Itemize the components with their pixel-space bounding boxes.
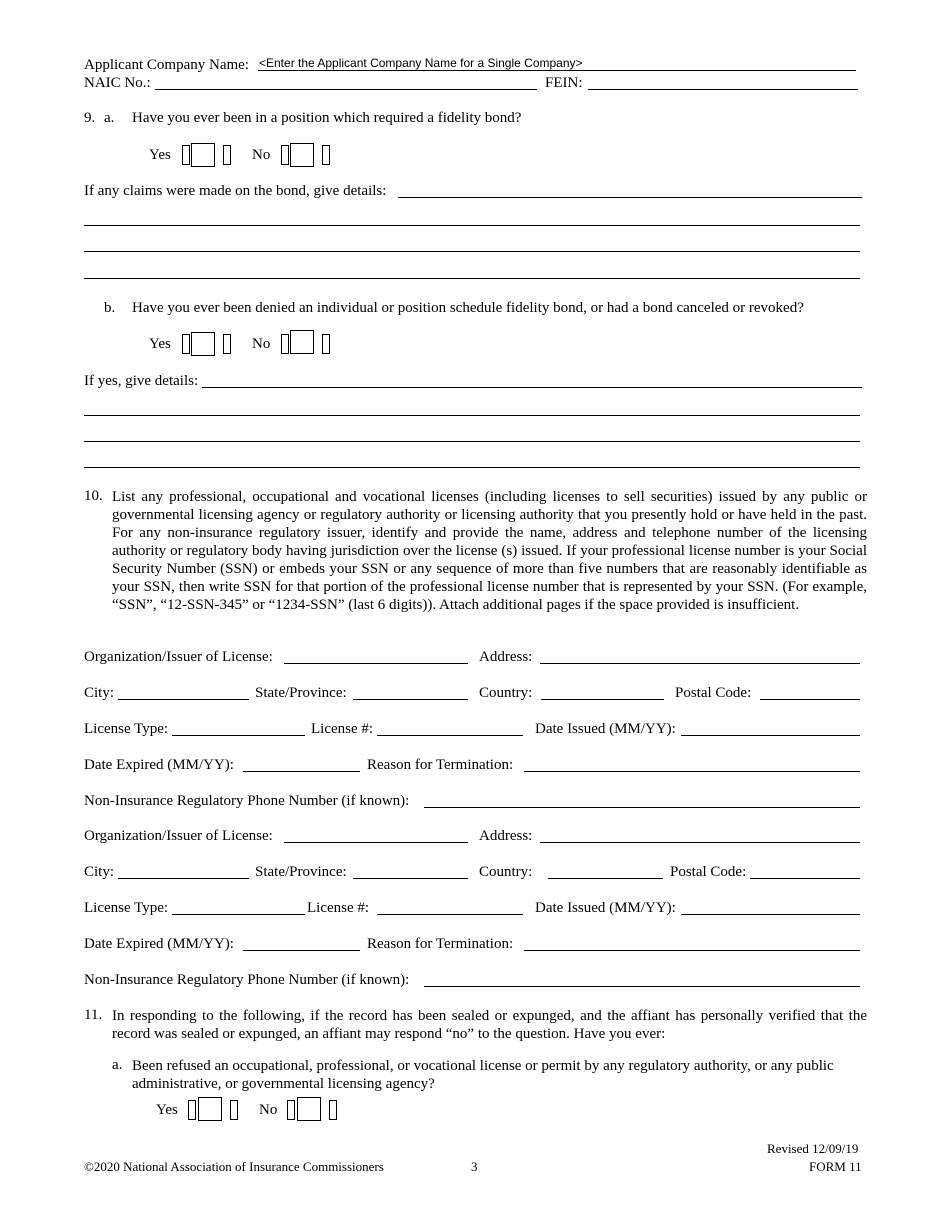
state-label: State/Province: — [255, 685, 347, 701]
q9a-details-field[interactable] — [398, 197, 862, 198]
q9a-no-checkbox-stub — [322, 145, 330, 165]
q9a-yes-label: Yes — [149, 147, 171, 163]
address-field[interactable] — [540, 842, 860, 843]
naic-label: NAIC No.: — [84, 75, 151, 91]
postal-code-field[interactable] — [750, 878, 860, 879]
date-issued-label: Date Issued (MM/YY): — [535, 721, 676, 737]
q9b-yes-checkbox[interactable] — [191, 332, 215, 356]
date-issued-field[interactable] — [681, 914, 860, 915]
q9b-letter: b. — [104, 300, 116, 316]
q9a-details-line[interactable] — [84, 278, 860, 279]
q9b-no-checkbox[interactable] — [290, 330, 314, 354]
city-label: City: — [84, 685, 115, 701]
termination-reason-label: Reason for Termination: — [367, 936, 514, 952]
q11a-letter: a. — [112, 1057, 123, 1073]
date-expired-label: Date Expired (MM/YY): — [84, 757, 234, 773]
page-number: 3 — [471, 1159, 478, 1174]
q9b-question: Have you ever been denied an individual or position schedule fidelity bond, or had a bond canceled or revoked? — [132, 300, 804, 316]
state-label: State/Province: — [255, 864, 347, 880]
regulatory-phone-field[interactable] — [424, 807, 860, 808]
q9a-yes-checkbox[interactable] — [191, 143, 215, 167]
q9b-no-checkbox-stub — [322, 334, 330, 354]
q9b-yes-checkbox-stub — [223, 334, 231, 354]
org-issuer-field[interactable] — [284, 842, 468, 843]
q9a-details-label: If any claims were made on the bond, give details: — [84, 183, 387, 199]
regulatory-phone-field[interactable] — [424, 986, 860, 987]
q11a-no-checkbox[interactable] — [297, 1097, 321, 1121]
q9a-letter: a. — [104, 110, 115, 126]
q11-intro: In responding to the following, if the record has been sealed or expunged, and the affiant has personally verified that the record was sealed or expunged, an affiant may respond “no” to the question. Have you ever: — [112, 1008, 867, 1042]
q9b-no-checkbox-stub — [281, 334, 289, 354]
q11a-no-label: No — [259, 1102, 278, 1118]
q11a-no-checkbox-stub — [329, 1100, 337, 1120]
state-field[interactable] — [353, 878, 468, 879]
form-number: FORM 11 — [809, 1159, 862, 1174]
country-field[interactable] — [541, 699, 664, 700]
q9a-no-checkbox-stub — [281, 145, 289, 165]
postal-code-label: Postal Code: — [675, 685, 752, 701]
country-field[interactable] — [548, 878, 663, 879]
q9a-yes-checkbox-stub — [223, 145, 231, 165]
license-type-label: License Type: — [84, 721, 169, 737]
q9b-details-field[interactable] — [202, 387, 862, 388]
q10-number: 10. — [84, 488, 103, 504]
q11a-yes-label: Yes — [156, 1102, 178, 1118]
q9b-yes-label: Yes — [149, 336, 171, 352]
q9b-yes-checkbox-stub — [182, 334, 190, 354]
q11-number: 11. — [84, 1007, 103, 1023]
license-number-field[interactable] — [377, 735, 523, 736]
copyright: ©2020 National Association of Insurance Commissioners — [84, 1159, 384, 1174]
license-number-label: License #: — [311, 721, 374, 737]
q9a-details-line[interactable] — [84, 251, 860, 252]
regulatory-phone-label: Non-Insurance Regulatory Phone Number (if known): — [84, 793, 410, 809]
license-type-field[interactable] — [172, 914, 305, 915]
termination-reason-field[interactable] — [524, 950, 860, 951]
date-issued-field[interactable] — [681, 735, 860, 736]
license-number-field[interactable] — [377, 914, 523, 915]
q10-paragraph: List any professional, occupational and vocational licenses (including licenses to sell securities) issued by any public or governmental licensing agency or regulatory authority or licensing authority that you presently hold or have held in the past. For any non-insurance regulatory issuer, identify and provide the name, address and telephone number of the licensing authority or regulatory body having jurisdiction over the license (s) issued. If your professional license number is your Social Security Number (SSN) or embeds your SSN or any sequence of more than five numbers that are reasonably identifiable as your SSN, then write SSN for that portion of the professional license number that is represented by your SSN. (For example, “SSN”, “12-SSN-345” or “1234-SSN” (last 6 digits)). Attach additional pages if the space provided is insufficient. — [112, 489, 867, 613]
city-label: City: — [84, 864, 115, 880]
date-issued-label: Date Issued (MM/YY): — [535, 900, 676, 916]
country-label: Country: — [479, 685, 533, 701]
q9a-no-checkbox[interactable] — [290, 143, 314, 167]
regulatory-phone-label: Non-Insurance Regulatory Phone Number (if known): — [84, 972, 410, 988]
q11a-yes-checkbox-stub — [230, 1100, 238, 1120]
q11a-yes-checkbox[interactable] — [198, 1097, 222, 1121]
date-expired-label: Date Expired (MM/YY): — [84, 936, 234, 952]
address-field[interactable] — [540, 663, 860, 664]
q11a-yes-checkbox-stub — [188, 1100, 196, 1120]
q9-number: 9. — [84, 110, 96, 126]
postal-code-field[interactable] — [760, 699, 860, 700]
org-issuer-field[interactable] — [284, 663, 468, 664]
org-issuer-label: Organization/Issuer of License: — [84, 828, 273, 844]
termination-reason-label: Reason for Termination: — [367, 757, 514, 773]
q9b-no-label: No — [252, 336, 271, 352]
q9b-details-line[interactable] — [84, 441, 860, 442]
q9a-yes-checkbox-stub — [182, 145, 190, 165]
revised-date: Revised 12/09/19 — [767, 1141, 859, 1156]
applicant-company-input[interactable]: <Enter the Applicant Company Name for a Single Company> — [259, 56, 583, 70]
city-field[interactable] — [118, 878, 249, 879]
q9a-question: Have you ever been in a position which required a fidelity bond? — [132, 110, 522, 126]
q9b-details-label: If yes, give details: — [84, 373, 199, 389]
q9a-no-label: No — [252, 147, 271, 163]
state-field[interactable] — [353, 699, 468, 700]
org-issuer-label: Organization/Issuer of License: — [84, 649, 273, 665]
naic-field[interactable] — [155, 89, 537, 90]
fein-field[interactable] — [588, 89, 858, 90]
address-label: Address: — [479, 828, 533, 844]
date-expired-field[interactable] — [243, 950, 360, 951]
q9a-details-line[interactable] — [84, 225, 860, 226]
q9b-details-line[interactable] — [84, 467, 860, 468]
license-type-label: License Type: — [84, 900, 169, 916]
applicant-company-underline — [258, 70, 856, 71]
license-number-label: License #: — [307, 900, 370, 916]
postal-code-label: Postal Code: — [670, 864, 747, 880]
license-type-field[interactable] — [172, 735, 305, 736]
country-label: Country: — [479, 864, 533, 880]
city-field[interactable] — [118, 699, 249, 700]
address-label: Address: — [479, 649, 533, 665]
q9b-details-line[interactable] — [84, 415, 860, 416]
termination-reason-field[interactable] — [524, 771, 860, 772]
date-expired-field[interactable] — [243, 771, 360, 772]
q11a-question: Been refused an occupational, professional, or vocational license or permit by any regulatory authority, or any public administrative, or governmental licensing agency? — [132, 1058, 834, 1092]
q11a-no-checkbox-stub — [287, 1100, 295, 1120]
fein-label: FEIN: — [545, 75, 583, 91]
applicant-company-label: Applicant Company Name: — [84, 57, 249, 73]
